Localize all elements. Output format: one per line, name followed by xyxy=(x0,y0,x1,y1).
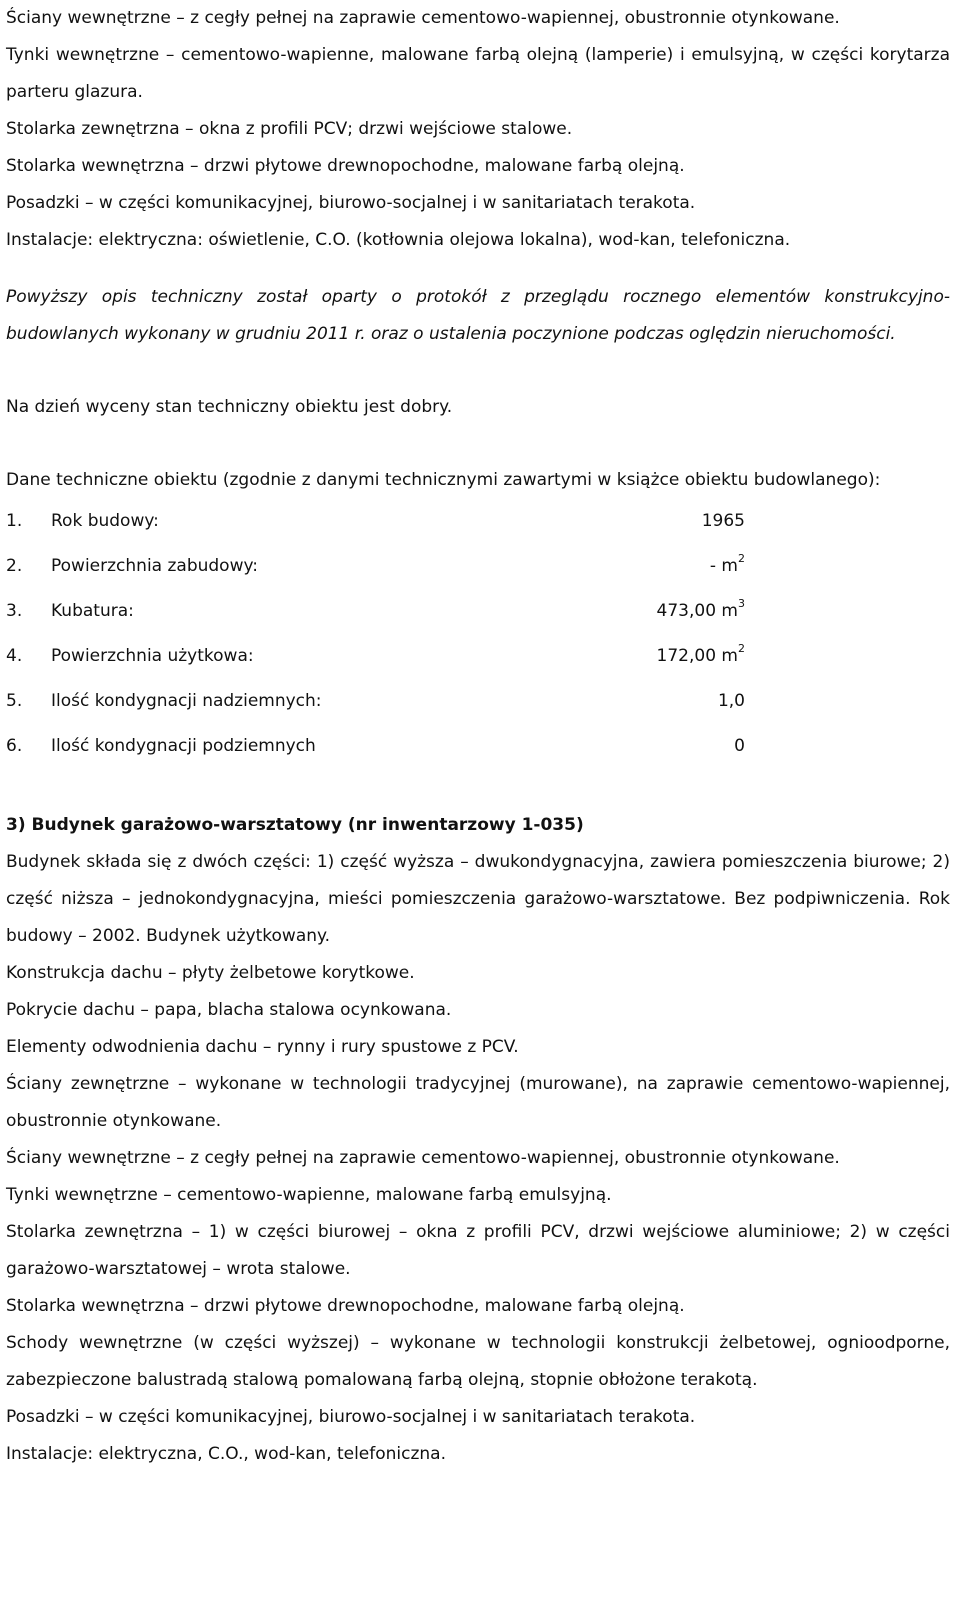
tech-row xyxy=(6,589,950,634)
building-description: Budynek składa się z dwóch części: 1) część wyższa – dwukondygnacyjna, zawiera pomieszczenia biurowe; 2) część niższa – jednokondygnacyjna, mieści pomieszczenia garażowo-warsztatowe. Bez podpiwniczenia. Rok budowy – 2002. Budynek użytkowany. xyxy=(6,852,950,946)
condition-statement: Na dzień wyceny stan techniczny obiektu jest dobry. xyxy=(6,397,453,417)
installations: Instalacje: elektryczna, C.O., wod-kan, telefoniczna. xyxy=(6,1444,447,1464)
tech-row-label: Ilość kondygnacji nadziemnych: xyxy=(51,691,322,711)
section-b xyxy=(6,807,950,1473)
floors: Posadzki – w części komunikacyjnej, biurowo-socjalnej i w sanitariatach terakota. xyxy=(6,1407,696,1427)
technical-data-list xyxy=(6,499,950,769)
external-walls: Ściany zewnętrzne – wykonane w technologii tradycyjnej (murowane), na zaprawie cementowo-wapiennej, obustronnie otynkowane. xyxy=(6,1074,950,1131)
text-line: Ściany wewnętrzne – z cegły pełnej na zaprawie cementowo-wapiennej, obustronnie otynkowane. xyxy=(6,8,840,28)
roof-covering: Pokrycie dachu – papa, blacha stalowa ocynkowana. xyxy=(6,1000,452,1020)
internal-joinery: Stolarka wewnętrzna – drzwi płytowe drewnopochodne, malowane farbą olejną. xyxy=(6,1296,685,1316)
text-line: Posadzki – w części komunikacyjnej, biurowo-socjalnej i w sanitariatach terakota. xyxy=(6,193,696,213)
tech-row-value: 473,00 $m^3$ xyxy=(656,597,745,621)
tech-row-label: Ilość kondygnacji podziemnych xyxy=(51,736,316,756)
tech-row-number: 3. xyxy=(6,601,23,621)
tech-row-value: 172,00 $m^2$ xyxy=(656,642,745,666)
section-heading: 3) Budynek garażowo-warsztatowy (nr inwentarzowy 1-035) xyxy=(6,815,584,835)
tech-row xyxy=(6,544,950,589)
tech-row xyxy=(6,679,950,724)
tech-row-number: 5. xyxy=(6,691,23,711)
technical-data-intro: Dane techniczne obiektu (zgodnie z danymi technicznymi zawartymi w książce obiektu budowlanego): xyxy=(6,470,881,490)
tech-row-label: Powierzchnia użytkowa: xyxy=(51,646,254,666)
tech-row-number: 4. xyxy=(6,646,23,666)
internal-stairs: Schody wewnętrzne (w części wyższej) – wykonane w technologii konstrukcji żelbetowej, ognioodporne, zabezpieczone balustradą stalową pomalowaną farbą olejną, stopnie obłożone terakotą. xyxy=(6,1333,950,1390)
inspection-note: Powyższy opis techniczny został oparty o protokół z przeglądu rocznego elementów konstrukcyjno-budowlanych wykonany w grudniu 2011 r. oraz o ustalenia poczynione podczas oględzin nieruchomości. xyxy=(6,287,950,344)
section-a xyxy=(6,0,950,259)
tech-row-number: 2. xyxy=(6,556,23,576)
roof-structure: Konstrukcja dachu – płyty żelbetowe korytkowe. xyxy=(6,963,415,983)
tech-row xyxy=(6,499,950,544)
tech-row-label: Rok budowy: xyxy=(51,511,159,531)
text-line: Stolarka zewnętrzna – okna z profili PCV; drzwi wejściowe stalowe. xyxy=(6,119,573,139)
tech-row xyxy=(6,634,950,679)
tech-row-label: Kubatura: xyxy=(51,601,134,621)
text-line: Stolarka wewnętrzna – drzwi płytowe drewnopochodne, malowane farbą olejną. xyxy=(6,156,685,176)
tech-row-value: 1965 xyxy=(701,511,745,531)
internal-walls: Ściany wewnętrzne – z cegły pełnej na zaprawie cementowo-wapiennej, obustronnie otynkowane. xyxy=(6,1148,840,1168)
tech-row-label: Powierzchnia zabudowy: xyxy=(51,556,259,576)
technical-data xyxy=(6,462,950,769)
tech-row-value: - $m^2$ xyxy=(709,552,745,576)
tech-row-value: 1,0 xyxy=(717,691,745,711)
tech-row-value: 0 xyxy=(734,736,745,756)
external-joinery: Stolarka zewnętrzna – 1) w części biurowej – okna z profili PCV, drzwi wejściowe aluminiowe; 2) w części garażowo-warsztatowej – wrota stalowe. xyxy=(6,1222,950,1279)
tech-row xyxy=(6,724,950,769)
tech-row-number: 1. xyxy=(6,511,23,531)
roof-drainage: Elementy odwodnienia dachu – rynny i rury spustowe z PCV. xyxy=(6,1037,519,1057)
tech-row-number: 6. xyxy=(6,736,23,756)
text-paragraph: Tynki wewnętrzne – cementowo-wapienne, malowane farbą olejną (lamperie) i emulsyjną, w części korytarza parteru glazura. xyxy=(6,45,950,102)
internal-plaster: Tynki wewnętrzne – cementowo-wapienne, malowane farbą emulsyjną. xyxy=(6,1185,612,1205)
text-line: Instalacje: elektryczna: oświetlenie, C.O. (kotłownia olejowa lokalna), wod-kan, telefoniczna. xyxy=(6,230,791,250)
